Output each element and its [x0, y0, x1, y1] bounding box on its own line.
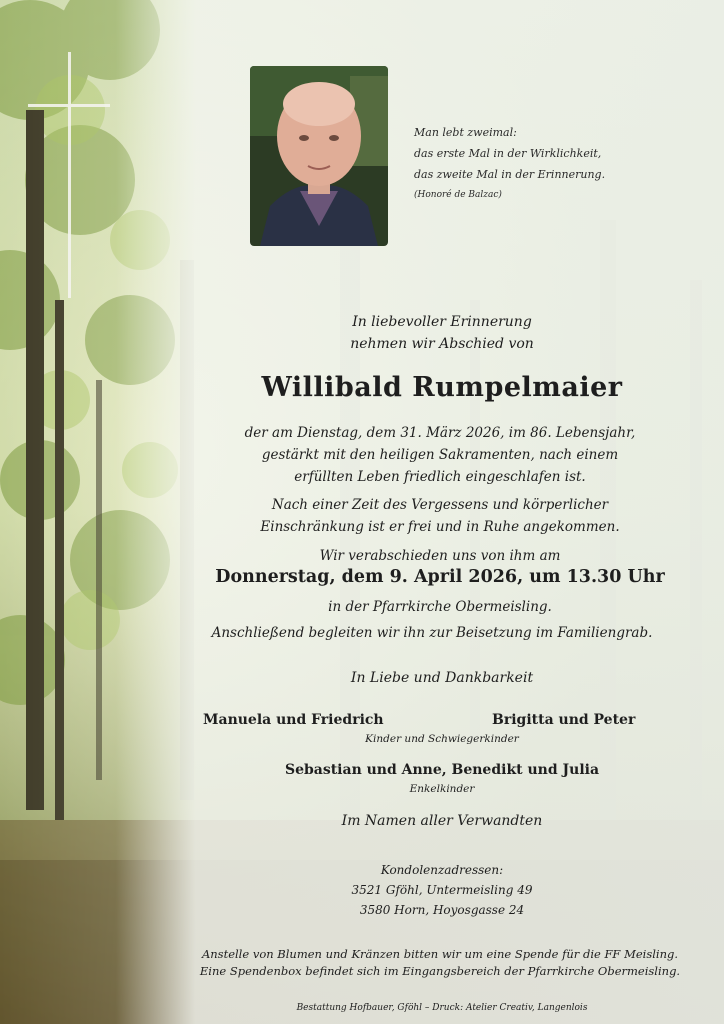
address-line: 3580 Horn, Hoyosgasse 24: [359, 903, 525, 917]
quote-source: (Honoré de Balzac): [414, 190, 502, 200]
quote-line: das zweite Mal in der Erinnerung.: [414, 168, 606, 181]
grandchildren: Sebastian und Anne, Benedikt und Julia: [284, 762, 600, 778]
children-label: Kinder und Schwiegerkinder: [365, 733, 519, 745]
paragraph-death: [205, 422, 675, 488]
quote-line: das erste Mal in der Wirklichkeit,: [414, 147, 602, 160]
condolence-title: Kondolenzadressen:: [380, 863, 504, 877]
donation-note: [170, 946, 710, 980]
portrait-photo: [250, 66, 388, 246]
quote-line: Man lebt zweimal:: [414, 126, 517, 139]
intro: [160, 311, 724, 355]
text-line: erfüllten Leben friedlich eingeschlafen ist.: [294, 469, 586, 485]
paragraph-rest: [205, 494, 675, 538]
quote: [414, 122, 605, 206]
relatives-line: Im Namen aller Verwandten: [341, 813, 543, 829]
address-line: 3521 Gföhl, Untermeisling 49: [351, 883, 533, 897]
text-line: Einschränkung ist er frei und in Ruhe angekommen.: [260, 519, 620, 535]
service-intro: Wir verabschieden uns von ihm am: [319, 548, 561, 564]
children-a: Manuela und Friedrich: [203, 712, 384, 728]
service-date: Donnerstag, dem 9. April 2026, um 13.30 Uhr: [215, 567, 665, 587]
credit-line: Bestattung Hofbauer, Gföhl – Druck: Atelier Creativ, Langenlois: [296, 1003, 588, 1013]
text-line: gestärkt mit den heiligen Sakramenten, nach einem: [261, 447, 619, 463]
intro-line: nehmen wir Abschied von: [350, 336, 534, 352]
thanks-line: In Liebe und Dankbarkeit: [350, 670, 534, 686]
deceased-name: Willibald Rumpelmaier: [261, 372, 623, 403]
note-line: Eine Spendenbox befindet sich im Eingangsbereich der Pfarrkirche Obermeisling.: [199, 964, 681, 978]
grandchildren-label: Enkelkinder: [409, 783, 475, 795]
text-line: Nach einer Zeit des Vergessens und körperlicher: [271, 497, 609, 513]
burial-text: Anschließend begleiten wir ihn zur Beisetzung im Familiengrab.: [211, 625, 653, 641]
text-line: der am Dienstag, dem 31. März 2026, im 86. Lebensjahr,: [244, 425, 636, 441]
note-line: Anstelle von Blumen und Kränzen bitten wir um eine Spende für die FF Meisling.: [201, 947, 679, 961]
service-place: in der Pfarrkirche Obermeisling.: [328, 599, 552, 615]
intro-line: In liebevoller Erinnerung: [352, 314, 532, 330]
condolence-addresses: [160, 860, 724, 920]
children-b: Brigitta und Peter: [492, 712, 636, 728]
